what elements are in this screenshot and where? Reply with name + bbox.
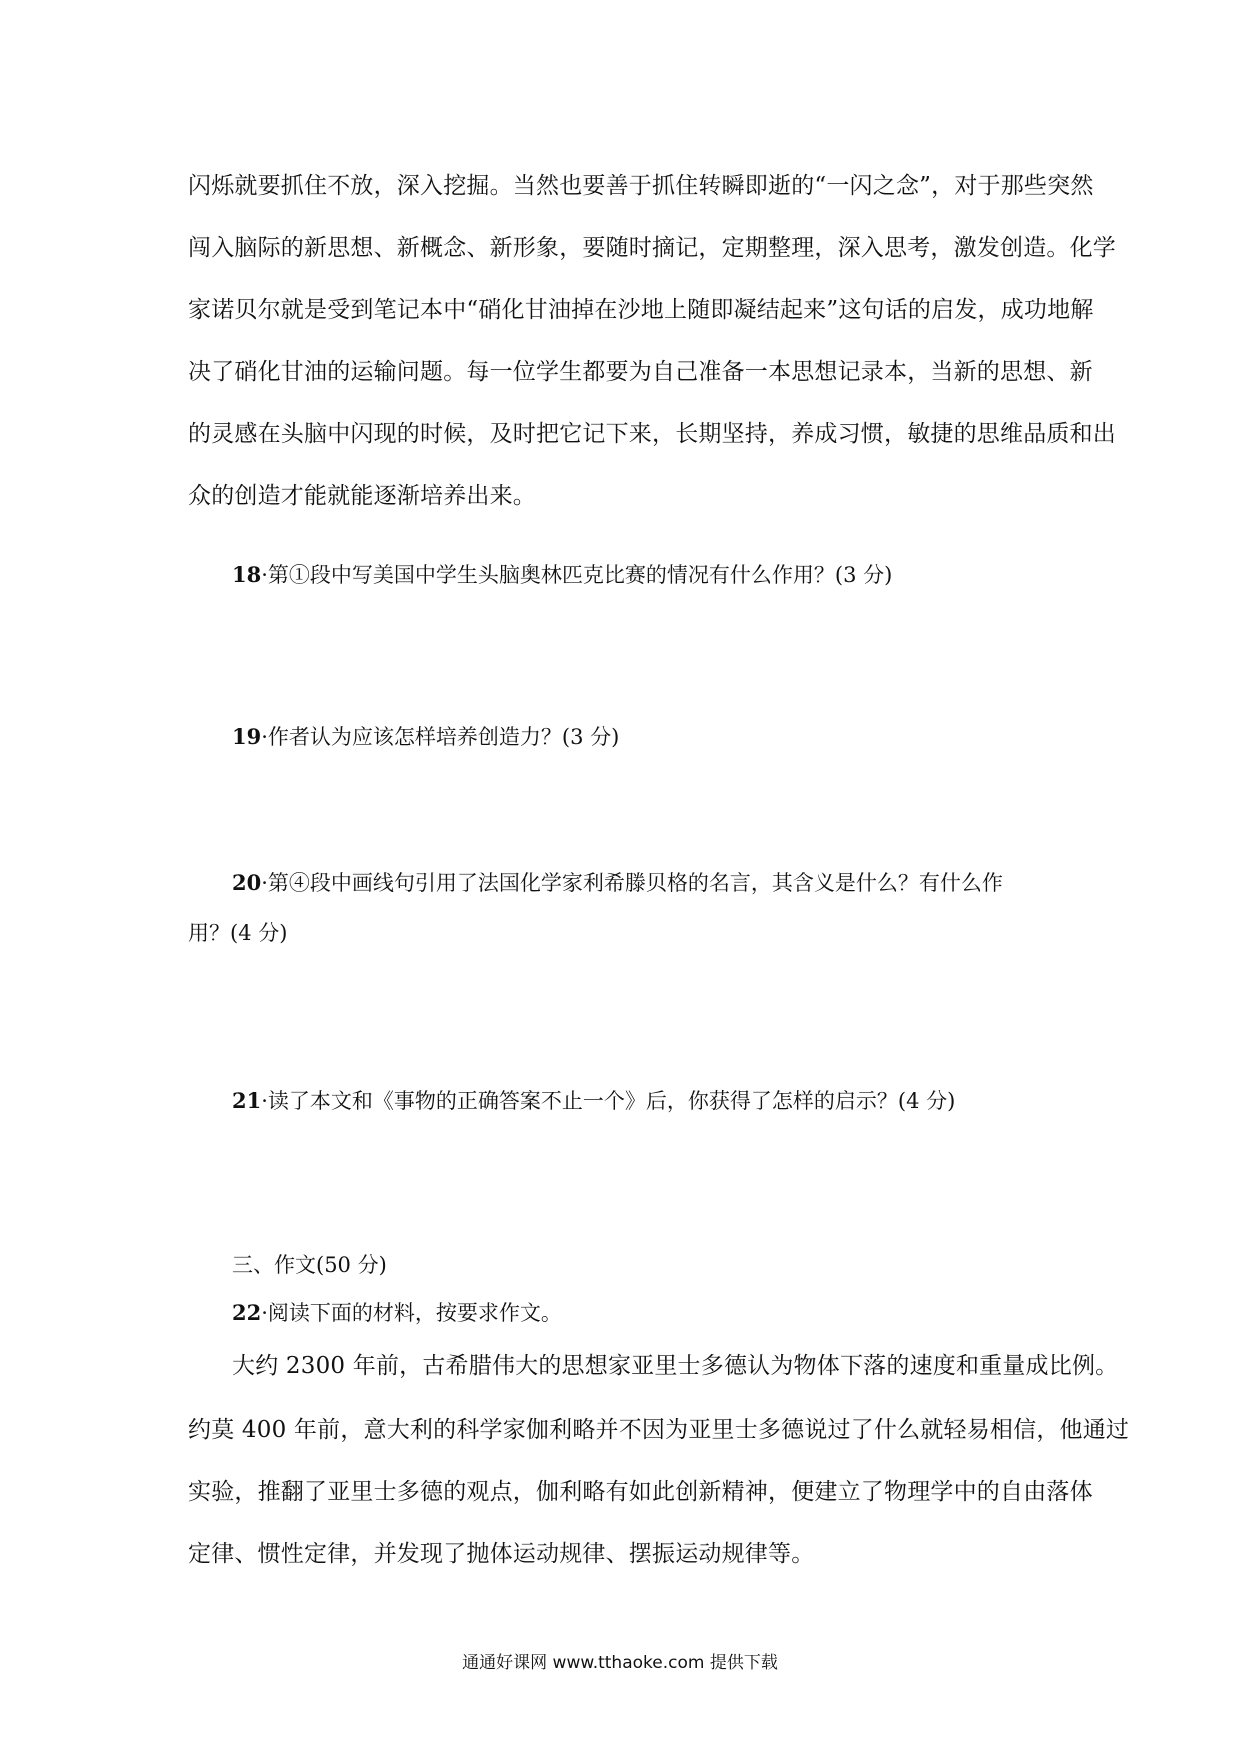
passage-line: 闪烁就要抓住不放，深入挖掘。当然也要善于抓住转瞬即逝的“一闪之念”，对于那些突然 <box>188 173 1094 199</box>
question-number: 20 <box>232 870 262 895</box>
question-text: ·阅读下面的材料，按要求作文。 <box>261 1301 562 1325</box>
question-20 <box>232 868 1062 898</box>
material-line: 约莫 400 年前，意大利的科学家伽利略并不因为亚里士多德说过了什么就轻易相信，他通过 <box>188 1417 1130 1443</box>
question-19 <box>232 722 1062 752</box>
question-text: ·作者认为应该怎样培养创造力？(3 分) <box>261 725 620 749</box>
question-21 <box>232 1086 1062 1116</box>
question-22 <box>232 1298 1062 1328</box>
page-footer: 通通好课网 www.tthaoke.com 提供下载 <box>462 1653 778 1673</box>
question-number: 19 <box>232 724 262 749</box>
question-text: ·第①段中写美国中学生头脑奥林匹克比赛的情况有什么作用？(3 分) <box>261 563 893 587</box>
question-number: 21 <box>232 1088 262 1113</box>
material-line: 大约 2300 年前，古希腊伟大的思想家亚里士多德认为物体下落的速度和重量成比例。 <box>232 1353 1119 1379</box>
question-text: ·第④段中画线句引用了法国化学家利希滕贝格的名言，其含义是什么？有什么作 <box>261 871 1003 895</box>
passage-line: 闯入脑际的新思想、新概念、新形象，要随时摘记，定期整理，深入思考，激发创造。化学 <box>188 235 1116 261</box>
passage-line: 众的创造才能就能逐渐培养出来。 <box>188 483 536 509</box>
question-number: 22 <box>232 1300 262 1325</box>
passage-line: 的灵感在头脑中闪现的时候，及时把它记下来，长期坚持，养成习惯，敏捷的思维品质和出 <box>188 421 1116 447</box>
question-number: 18 <box>232 562 262 587</box>
material-line: 实验，推翻了亚里士多德的观点，伽利略有如此创新精神，便建立了物理学中的自由落体 <box>188 1479 1093 1505</box>
passage-line: 家诺贝尔就是受到笔记本中“硝化甘油掉在沙地上随即凝结起来”这句话的启发，成功地解 <box>188 297 1094 323</box>
question-18 <box>232 560 1062 590</box>
material-line: 定律、惯性定律，并发现了抛体运动规律、摆振运动规律等。 <box>188 1541 815 1567</box>
passage-line: 决了硝化甘油的运输问题。每一位学生都要为自己准备一本思想记录本，当新的思想、新 <box>188 359 1093 385</box>
question-20-continuation: 用？(4 分) <box>188 921 288 945</box>
question-text: ·读了本文和《事物的正确答案不止一个》后，你获得了怎样的启示？(4 分) <box>261 1089 956 1113</box>
section-title: 三、作文(50 分) <box>232 1253 387 1277</box>
